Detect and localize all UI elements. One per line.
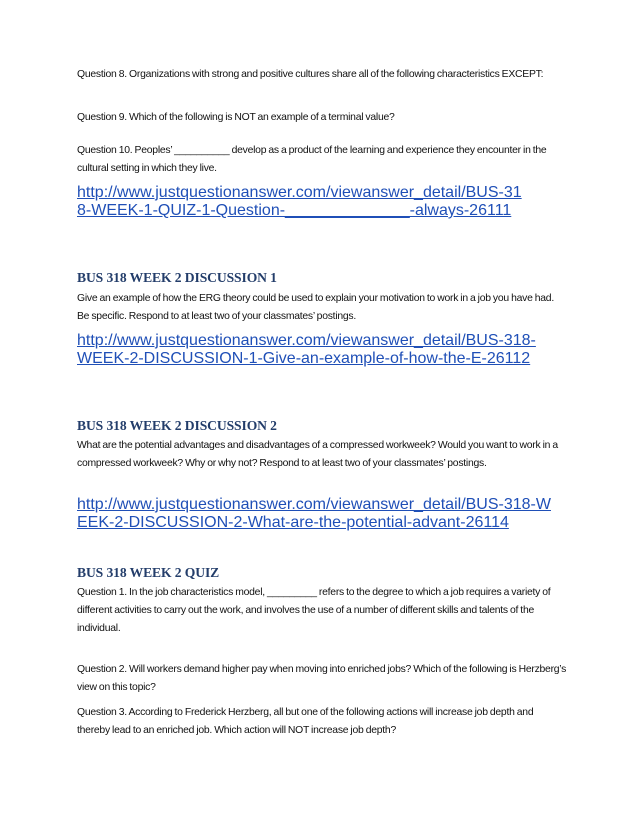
discussion-1-heading: BUS 318 WEEK 2 DISCUSSION 1 bbox=[77, 270, 277, 285]
question-9: Question 9. Which of the following is NOT an example of a terminal value? bbox=[77, 112, 395, 123]
quiz-1-link[interactable]: http://www.justquestionanswer.com/viewanswer_detail/BUS-318-WEEK-1-QUIZ-1-Question-______________-always-26111 bbox=[77, 184, 522, 219]
question-10: Question 10. Peoples’ __________ develop as a product of the learning and experience they encounter in the cultural setting in which they live. bbox=[77, 145, 547, 174]
quiz-question-2: Question 2. Will workers demand higher pay when moving into enriched jobs? Which of the following is Herzberg’s view on this topic? bbox=[77, 664, 567, 693]
discussion-1-body: Give an example of how the ERG theory could be used to explain your motivation to work in a job you have had. Be specific. Respond to at least two of your classmates’ postings. bbox=[77, 293, 554, 322]
quiz-question-1: Question 1. In the job characteristics model, _________ refers to the degree to which a job requires a variety of different activities to carry out the work, and involves the use of a number of different skills and talents of the individual. bbox=[77, 587, 551, 634]
question-8: Question 8. Organizations with strong and positive cultures share all of the following characteristics EXCEPT: bbox=[77, 69, 544, 80]
quiz-heading: BUS 318 WEEK 2 QUIZ bbox=[77, 565, 220, 580]
discussion-2-heading: BUS 318 WEEK 2 DISCUSSION 2 bbox=[77, 418, 277, 433]
discussion-2-link[interactable]: http://www.justquestionanswer.com/viewanswer_detail/BUS-318-WEEK-2-DISCUSSION-2-What-are-the-potential-advant-26114 bbox=[77, 496, 551, 531]
discussion-1-link[interactable]: http://www.justquestionanswer.com/viewanswer_detail/BUS-318-WEEK-2-DISCUSSION-1-Give-an-example-of-how-the-E-26112 bbox=[77, 332, 536, 367]
discussion-2-body: What are the potential advantages and disadvantages of a compressed workweek? Would you want to work in a compressed workweek? Why or why not? Respond to at least two of your classmates’ postings. bbox=[77, 440, 558, 469]
quiz-question-3: Question 3. According to Frederick Herzberg, all but one of the following actions will increase job depth and thereby lead to an enriched job. Which action will NOT increase job depth? bbox=[77, 707, 534, 736]
